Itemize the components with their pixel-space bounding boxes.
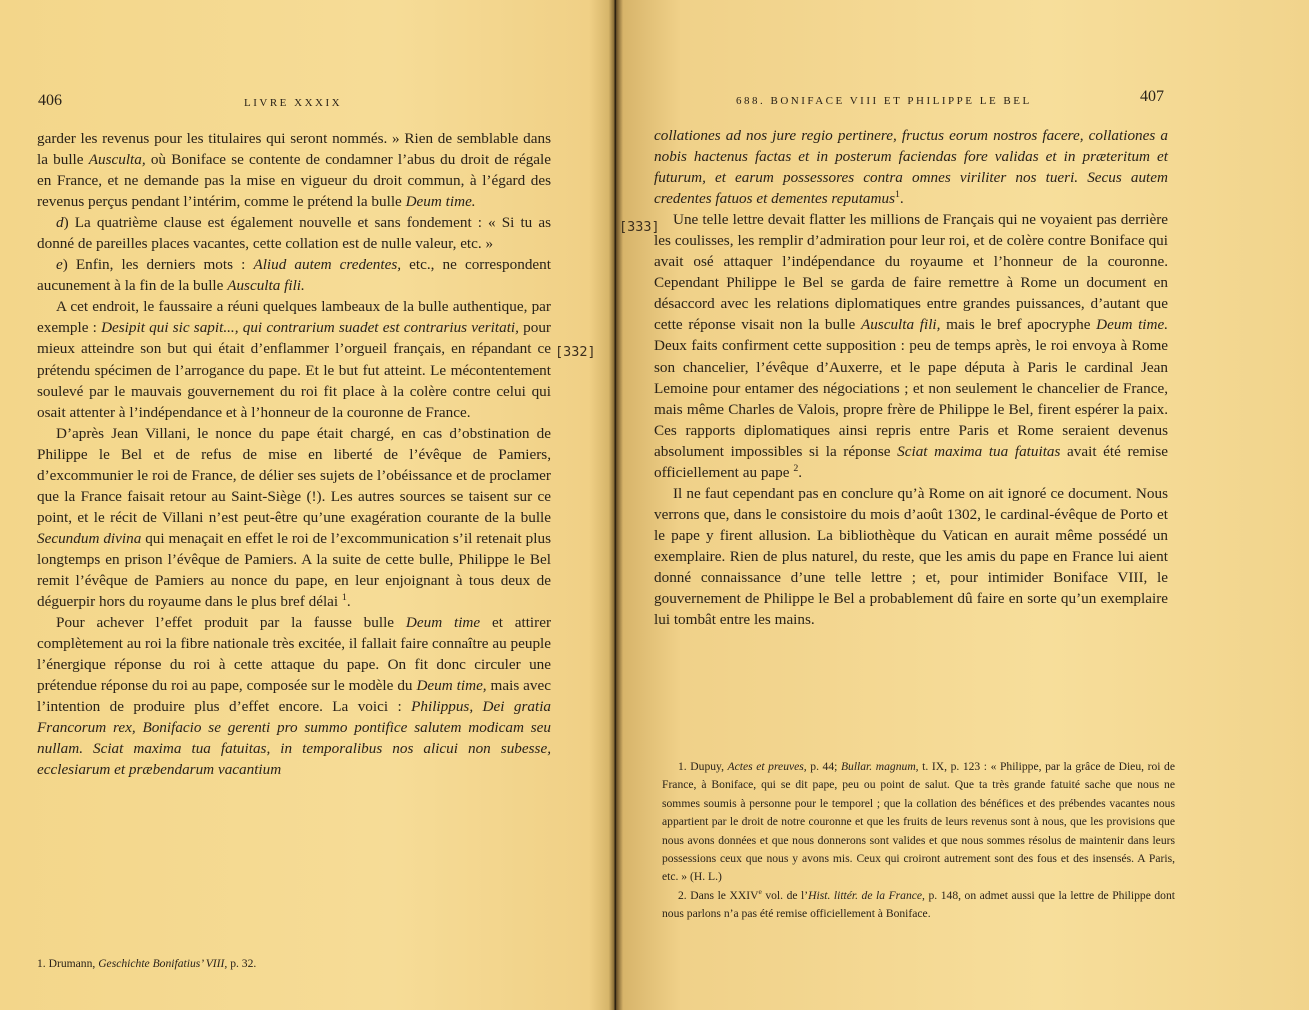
paragraph: d) La quatrième clause est également nouvelle et sans fondement : « Si tu as donné de pareilles places vacantes, cette collation est de nulle valeur, etc. » [37,214,551,253]
paragraph: A cet endroit, le faussaire a réuni quelques lambeaux de la bulle authentique, par exemple : Desipit qui sic sapit..., qui contrarium suadet est contrarius veritati, pour mieux atteindre son but qui était d’enflammer l’orgueil français, en répandant ce prétendu spécimen de l’arrogance du pape. Et le but fut atteint. Le mécontentement soulevé par le mauvais gouvernement du roi fit place à la colère contre celui qui osait attenter à l’indépendance et à l’honneur de la couronne de France. [37,298,551,421]
paragraph: Pour achever l’effet produit par la fausse bulle Deum time et attirer complètement au roi la fibre nationale très excitée, il fallait faire connaître au peuple l’énergique réponse du roi à cette attaque du pape. On fit donc circuler une prétendue réponse du roi au pape, composée sur le modèle du Deum time, mais avec l’intention de produire plus d’effet encore. La voici : Philippus, Dei gratia Francorum rex, Bonifacio se gerenti pro summo pontifice salutem modicam seu nullam. Sciat maxima tua fatuitas, in temporalibus nos alicui non subesse, ecclesiarum et præbendarum vacantium [37,614,552,779]
right-page [615,0,1309,1010]
margin-page-reference: [333] [619,219,660,235]
paragraph: e) Enfin, les derniers mots : Aliud autem credentes, etc., ne correspondent aucunement à la fin de la bulle Ausculta fili. [37,256,551,295]
paragraph: garder les revenus pour les titulaires qui seront nommés. » Rien de semblable dans la bulle Ausculta, où Boniface se contente de condamner l’abus du droit de régale en France, et ne demande pas la mise en vigueur du droit commun, à l’égard des revenus perçus pendant l’intérim, comme le prétend la bulle Deum time. [37,130,551,211]
footnote: 2. Dans le XXIVe vol. de l’Hist. littér. de la France, p. 148, on admet aussi que la lettre de Philippe dont nous parlons n’a pas été remise officiellement à Boniface. [662,886,1175,921]
footnote: 1. Drumann, Geschichte Bonifatius’ VIII, p. 32. [37,957,257,970]
footnote: 1. Dupuy, Actes et preuves, p. 44; Bullar. magnum, t. IX, p. 123 : « Philippe, par la grâce de Dieu, roi de France, à Boniface, qui se dit pape, peu ou point de salut. Que ta très grande fatuité sache que nous ne sommes soumis à personne pour le temporel ; que la collation des bénéfices et des prébendes vacantes nous appartient par le droit de notre couronne et que les fruits de leurs revenus sont à nous, que les provisions que nous avons données et que nous donnerons sont valides et que nous sommes résolus de maintenir dans leurs possessions ceux que nous y avons mis. Ceux qui croiront autrement sont des fous et des insensés. A Paris, etc. » (H. L.) [662,760,1175,884]
paragraph: D’après Jean Villani, le nonce du pape était chargé, en cas d’obstination de Philippe le Bel et de refus de mise en liberté de l’évêque de Pamiers, d’excommunier le roi de France, de délier ses sujets de l’obéissance et de proclamer que la France faisait retour au Saint-Siège (!). Les autres sources se taisent sur ce point, et le récit de Villani n’est peut-être qu’une exagération courante de la bulle Secundum divina qui menaçait en effet le roi de l’excommunication s’il retenait plus longtemps en prison l’évêque de Pamiers. A la suite de cette bulle, Philippe le Bel remit l’évêque de Pamiers au nonce du pape, en leur enjoignant à tous deux de déguerpir hors du royaume dans le plus bref délai $^1$. [37,424,551,611]
body-text [654,125,1168,630]
footnotes [37,955,551,973]
running-head: 688. BONIFACE VIII ET PHILIPPE LE BEL [736,95,1032,107]
body-text [37,128,551,780]
paragraph: Il ne faut cependant pas en conclure qu’à Rome on ait ignoré ce document. Nous verrons que, dans le consistoire du mois d’août 1302, le cardinal-évêque de Porto et le pape y firent allusion. La bibliothèque du Vatican en aurait même possédé un exemplaire. Rien de plus naturel, du reste, que les amis du pape en France lui aient donné connaissance d’une telle lettre ; et, pour intimider Boniface VIII, le gouvernement de Philippe le Bel a probablement dû faire en sorte qu’un exemplaire lui tombât entre les mains. [654,484,1168,629]
paragraph: Une telle lettre devait flatter les millions de Français qui ne voyaient pas derrière les coulisses, les remplir d’admiration pour leur roi, et de colère contre Boniface qui avait osé attaquer l’indépendance du royaume et l’honneur de la couronne. Cependant Philippe le Bel se garda de faire remettre à Rome un document en désaccord avec les relations diplomatiques entre grandes puissances, d’autant que cette réponse visait non la bulle Ausculta fili, mais le bref apocryphe Deum time. Deux faits confirment cette supposition : peu de temps après, le roi envoya à Rome son chancelier, l’évêque d’Auxerre, et le pape députa à Paris le cardinal Jean Lemoine pour entamer des négociations ; et non seulement le chancelier de France, mais même Charles de Valois, propre frère de Philippe le Bel, firent espérer la paix. Ces rapports diplomatiques ainsi repris entre Paris et Rome seraient devenus absolument impossibles si la réponse Sciat maxima tua fatuitas avait été remise officiellement au pape $^2$. [654,211,1169,481]
running-head: LIVRE XXXIX [244,97,343,109]
paragraph: collationes ad nos jure regio pertinere, fructus eorum nostros facere, collationes a nobis hactenus factas et in posterum faciendas fore validas et in præteritum et futurum, et earum possessores contra omnes viriliter nos tueri. Secus autem credentes fatuos et dementes reputamus$^1$. [654,127,1168,208]
footnotes [662,758,1175,924]
margin-page-reference: [332] [555,344,596,360]
page-number: 406 [38,92,62,109]
left-page [0,0,600,1010]
page-number: 407 [1140,88,1164,105]
